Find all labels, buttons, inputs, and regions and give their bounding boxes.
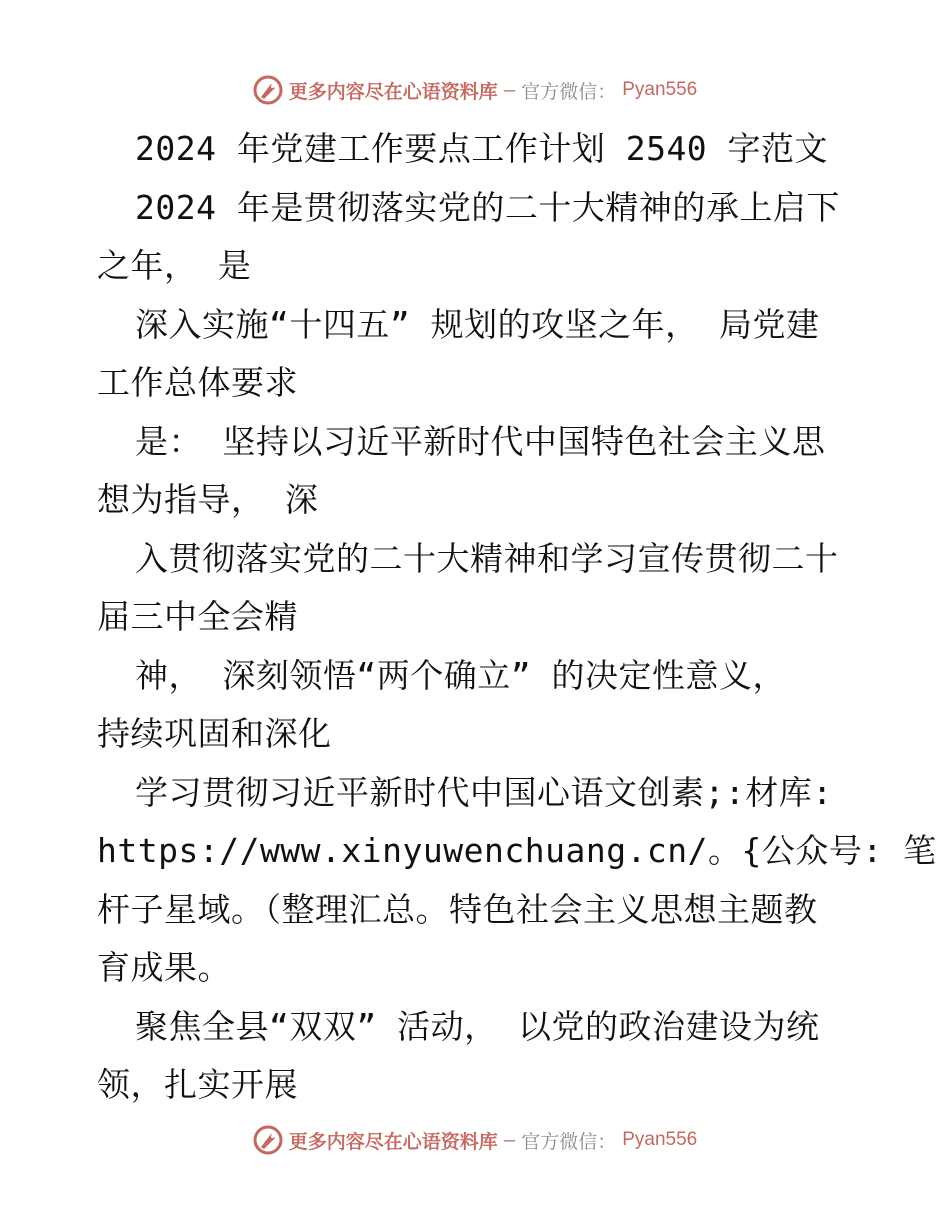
paragraph-line: 届三中全会精 <box>97 597 298 636</box>
paragraph-line: 领，扎实开展 <box>97 1065 298 1104</box>
paragraph-line: 2024 年是贯彻落实党的二十大精神的承上启下 <box>135 187 840 227</box>
paragraph-line: 学习贯彻习近平新时代中国心语文创素;:材库: <box>135 772 833 812</box>
paragraph-line: 聚焦全县“双双” 活动， 以党的政治建设为统 <box>135 1006 820 1046</box>
paragraph-line: 杆子星域。（整理汇总。特色社会主义思想主题教 <box>97 889 818 929</box>
document-title: 2024 年党建工作要点工作计划 2540 字范文 <box>135 129 829 168</box>
watermark-official-text: 官方微信： <box>521 1130 617 1153</box>
watermark-brand-text: 更多内容尽在心语资料库 <box>288 1130 498 1153</box>
watermark-wechat-id: Pyan556 <box>622 79 698 100</box>
paragraph-line: 是： 坚持以习近平新时代中国特色社会主义思 <box>135 421 826 461</box>
watermark-separator: — <box>503 79 516 101</box>
watermark-brand-text: 更多内容尽在心语资料库 <box>288 80 498 103</box>
watermark-separator: — <box>503 1129 516 1151</box>
paragraph-line: 育成果。 <box>97 948 231 987</box>
paragraph-line: 之年， 是 <box>97 246 252 285</box>
paragraph-line: 神， 深刻领悟“两个确立” 的决定性意义， <box>135 655 786 695</box>
paragraph-line: 深入实施“十四五” 规划的攻坚之年， 局党建 <box>135 304 820 344</box>
paragraph-line: 想为指导， 深 <box>97 480 319 519</box>
watermark-wechat-id: Pyan556 <box>622 1129 698 1150</box>
pen-nib-circle-icon <box>253 75 283 105</box>
document-body <box>97 120 937 1115</box>
watermark-official-text: 官方微信： <box>521 80 617 103</box>
paragraph-line: 入贯彻落实党的二十大精神和学习宣传贯彻二十 <box>135 538 839 578</box>
footer-watermark <box>0 1120 950 1160</box>
header-watermark <box>0 70 950 110</box>
pen-nib-circle-icon <box>253 1125 283 1155</box>
paragraph-line-url: https://www.xinyuwenchuang.cn/。{公众号: 笔 <box>97 831 937 870</box>
paragraph-line: 工作总体要求 <box>97 363 298 402</box>
paragraph-line: 持续巩固和深化 <box>97 714 332 753</box>
